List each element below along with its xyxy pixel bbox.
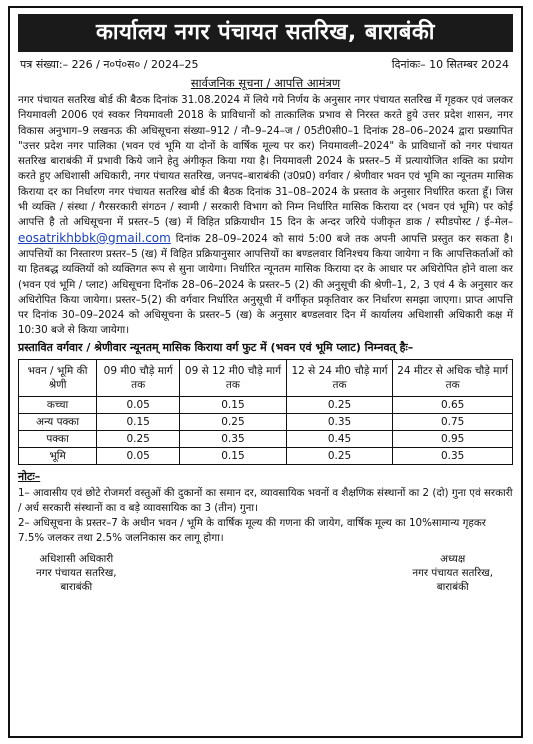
column-header: 12 से 24 मी0 चौड़े मार्ग तक <box>286 359 393 396</box>
rate-cell: 0.75 <box>393 413 513 430</box>
category-cell: कच्चा <box>19 396 97 413</box>
column-header: 09 मी0 चौड़े मार्ग तक <box>97 359 180 396</box>
table-row <box>19 396 513 413</box>
signature-chairman <box>412 552 493 594</box>
rate-cell: 0.95 <box>393 430 513 447</box>
rate-cell: 0.15 <box>180 447 287 464</box>
signatory-office: नगर पंचायत सतरिख, <box>36 566 117 579</box>
table-header-row <box>19 359 513 396</box>
column-header: 24 मीटर से अधिक चौड़े मार्ग तक <box>393 359 513 396</box>
category-cell: पक्का <box>19 430 97 447</box>
rate-cell: 0.25 <box>286 447 393 464</box>
rate-cell: 0.35 <box>393 447 513 464</box>
rate-cell: 0.15 <box>180 396 287 413</box>
email-part1: eosatrikhbbk@ <box>18 230 109 245</box>
rate-cell: 0.25 <box>286 396 393 413</box>
category-cell: भूमि <box>19 447 97 464</box>
email-link[interactable] <box>18 231 171 245</box>
notes-list <box>10 484 521 546</box>
letter-date: दिनांकः– 10 सितम्बर 2024 <box>391 58 509 71</box>
email-part2: gmail.com <box>108 230 171 245</box>
column-header: 09 से 12 मी0 चौड़े मार्ग तक <box>180 359 287 396</box>
notice-subject: सार्वजनिक सूचना / आपत्ति आमंत्रण <box>190 76 341 90</box>
notes-title: नोटः– <box>18 469 41 483</box>
rate-cell: 0.25 <box>180 413 287 430</box>
column-header: भवन / भूमि की श्रेणी <box>19 359 97 396</box>
body-text-part2: दिनांक 28–09–2024 को सायं 5:00 बजे तक अपनी आपत्ति प्रस्तुत कर सकता है। आपत्तियों का निस्तारण प्रस्तर–5 (ख) में विहित प्रक्रियानुसार आपत्तियों का बण्डलवार विनिश्चय किया जायेगा न कि आपत्तिकर्ताओं को या हितबद्ध व्यक्तियों को व्यक्तिगत रूप से सुना जायेगा। निर्धारित न्यूनतम मासिक किराया दर के आधार पर अधिरोपित होने वाला कर (भवन एवं भूमि / प्लाट) अधिसूचना दिनॉक 28–06–2024 के प्रस्तर–5 (2) की अनुसूची की श्रेणी–1, 2, 3 एवं 4 के अनुसार कर अधिरोपित किया जायेगा। प्रस्तर–5(2) की वर्गवार निर्धारित अनुसूची में वर्गीकृत प्रकृतिवार कर निर्धारण समझा जाएगा। प्राप्त आपत्ति पर दिनांक 30–09–2024 को अधिसूचना के प्रस्तर–5 (ख) के अनुसार बण्डलवार दिन में कार्यालय अधिशासी अधिकारी कक्ष में 10:30 बजे से किया जायेगा। <box>18 232 513 337</box>
rate-cell: 0.05 <box>97 396 180 413</box>
reference-row <box>10 52 521 72</box>
body-paragraph <box>18 93 513 339</box>
table-row <box>19 447 513 464</box>
rate-cell: 0.25 <box>97 430 180 447</box>
note-item: 1– आवासीय एवं छोटे रोजमर्रा वस्तुओं की दुकानों का समान दर, व्यावसायिक भवनों व शैक्षणिक संस्थानों का 2 (दो) गुना एवं सरकारी / अर्ध सरकारी संस्थानों का व बड़े व्यावसायिक का 3 (तीन) गुना। <box>18 486 513 514</box>
rate-cell: 0.35 <box>180 430 287 447</box>
table-row <box>19 413 513 430</box>
office-title: कार्यालय नगर पंचायत सतरिख, बाराबंकी <box>18 14 513 52</box>
signatory-title: अध्यक्ष <box>440 552 466 565</box>
rate-cell: 0.65 <box>393 396 513 413</box>
body-text-part1: नगर पंचायत सतरिख बोर्ड की बैठक दिनांक 31.08.2024 में लिये गये निर्णय के अनुसार नगर पंचायत सतरिख में गृहकर एवं जलकर नियमावली 2006 एवं स्वकर नियमावली 2018 के प्राविधानों को तात्कालिक प्रभाव से निरस्त करते हुये उत्तर प्रदेश शासन, नगर विकास अनुभाग–9 लखनऊ की अधिसूचना संख्या–912 / नौ–9–24–ज / 05टी0सी0–1 दिनांक 28–06–2024 द्वारा प्रख्यापित "उत्तर प्रदेश नगर पालिका (भवन एवं भूमि या दोनों के वार्षिक मूल्य पर कर) नियमावली–2024" के प्राविधानों को नगर पंचायत सतरिख बाराबंकी में प्रभावी किये जाने हेतु अंगीकृत किया गया है। नियमावली 2024 के प्रस्तर–5 में प्रत्यायोजित शक्ति का प्रयोग करते हुए अधिशासी अधिकारी, नगर पंचायत सतरिख, जनपद–बाराबंकी (उ0प्र0) वर्गवार / श्रेणीवार भवन एवं भूमि का न्यूनतम मासिक किराया दर का निर्धारण नगर पंचायत सतरिख बोर्ड की बैठक दिनांक 31–08–2024 के प्रस्ताव के अनुसार निर्धारित करता हूँ। जिस भी व्यक्ति / संस्था / गैरसरकारी संगठन / स्वामी / सरकारी विभाग को निम्न निर्धारित मासिक किराया दर (भवन एवं भूमि) पर कोई आपत्ति है तो अधिसूचना में प्रस्तर–5 (ख) में विहित प्रक्रियाधीन 15 दिन के अन्दर जरिये पंजीकृत डाक / स्पीडपोस्ट / ई–मेल– <box>18 94 513 229</box>
public-notice <box>8 6 523 738</box>
signatory-title: अधिशासी अधिकारी <box>39 552 114 565</box>
table-heading: प्रस्तावित वर्गवार / श्रेणीवार न्यूनतम् मासिक किराया वर्ग फुट में (भवन एवं भूमि प्लाट) निम्नवत् हैः– <box>18 340 414 354</box>
notice-body <box>10 91 521 339</box>
signatory-office: नगर पंचायत सतरिख, <box>412 566 493 579</box>
signature-block <box>10 546 521 594</box>
rate-cell: 0.35 <box>286 413 393 430</box>
note-item: 2– अधिसूचना के प्रस्तर–7 के अधीन भवन / भूमि के वार्षिक मूल्य की गणना की जायेग, वार्षिक मूल्य का 10%सामान्य गृहकर 7.5% जलकर तथा 2.5% जलनिकास कर लागू होगा। <box>18 516 487 544</box>
category-cell: अन्य पक्का <box>19 413 97 430</box>
signatory-district: बाराबंकी <box>60 580 93 593</box>
rate-cell: 0.45 <box>286 430 393 447</box>
letter-number: पत्र संख्या:– 226 / न०पं०स० / 2024–25 <box>20 58 199 71</box>
rate-cell: 0.05 <box>97 447 180 464</box>
rent-table <box>18 359 513 465</box>
rate-cell: 0.15 <box>97 413 180 430</box>
table-row <box>19 430 513 447</box>
signature-executive-officer <box>36 552 117 594</box>
signatory-district: बाराबंकी <box>436 580 469 593</box>
